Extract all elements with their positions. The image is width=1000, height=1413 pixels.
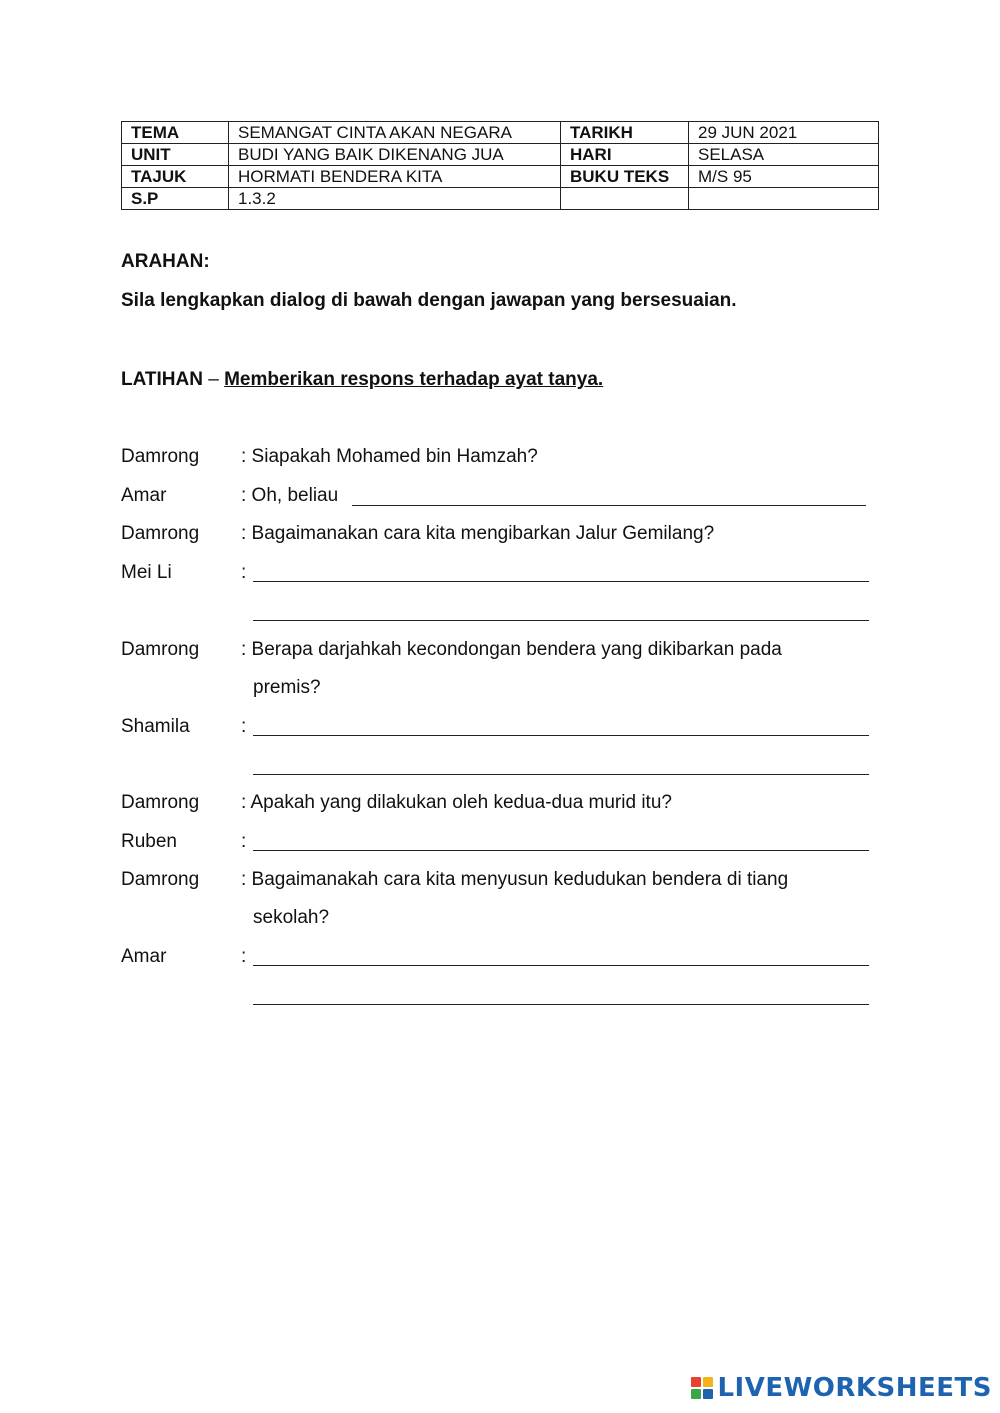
table-value: M/S 95 — [689, 166, 879, 188]
table-label: S.P — [122, 188, 229, 210]
table-label: TEMA — [122, 122, 229, 144]
logo-square — [691, 1389, 701, 1399]
dialog-question-continuation: premis? — [253, 677, 321, 698]
table-label: HARI — [561, 144, 689, 166]
table-row — [122, 166, 879, 188]
table-label: TAJUK — [122, 166, 229, 188]
dialog-speaker: Damrong — [121, 446, 200, 467]
answer-blank-3a[interactable] — [253, 735, 869, 736]
table-label: BUKU TEKS — [561, 166, 689, 188]
dialog-speaker: Shamila — [121, 716, 190, 737]
table-row — [122, 188, 879, 210]
instructions-text: Sila lengkapkan dialog di bawah dengan jawapan yang bersesuaian. — [121, 290, 737, 311]
dialog-question: : Bagaimanakah cara kita menyusun kedudukan bendera di tiang — [241, 869, 789, 890]
logo-square — [691, 1377, 701, 1387]
table-row — [122, 144, 879, 166]
answer-blank-2a[interactable] — [253, 581, 869, 582]
table-label: TARIKH — [561, 122, 689, 144]
table-value: 1.3.2 — [229, 188, 561, 210]
exercise-heading — [121, 369, 603, 391]
exercise-dash: – — [208, 369, 219, 390]
dialog-colon: : — [241, 946, 247, 967]
dialog-speaker: Damrong — [121, 523, 200, 544]
liveworksheets-logo — [691, 1373, 992, 1403]
logo-square — [703, 1377, 713, 1387]
dialog-question: : Apakah yang dilakukan oleh kedua-dua murid itu? — [241, 792, 672, 813]
dialog-speaker: Damrong — [121, 639, 200, 660]
answer-blank-1[interactable] — [352, 505, 866, 506]
instructions-heading: ARAHAN: — [121, 251, 210, 272]
dialog-speaker: Ruben — [121, 831, 177, 852]
logo-square — [703, 1389, 713, 1399]
brand-name: LIVEWORKSHEETS — [717, 1373, 992, 1403]
dialog-speaker: Damrong — [121, 869, 200, 890]
answer-blank-3b[interactable] — [253, 774, 869, 775]
dialog-speaker: Amar — [121, 946, 167, 967]
table-label — [561, 188, 689, 210]
dialog-speaker: Damrong — [121, 792, 200, 813]
exercise-label: LATIHAN — [121, 369, 203, 390]
dialog-question: : Siapakah Mohamed bin Hamzah? — [241, 446, 538, 467]
dialog-colon: : — [241, 562, 247, 583]
answer-blank-4[interactable] — [253, 850, 869, 851]
dialog-colon: : — [241, 831, 247, 852]
answer-blank-5b[interactable] — [253, 1004, 869, 1005]
exercise-title: Memberikan respons terhadap ayat tanya. — [224, 369, 604, 390]
table-value: SEMANGAT CINTA AKAN NEGARA — [229, 122, 561, 144]
dialog-speaker: Amar — [121, 485, 167, 506]
table-value: BUDI YANG BAIK DIKENANG JUA — [229, 144, 561, 166]
dialog-speaker: Mei Li — [121, 562, 172, 583]
dialog-question: : Berapa darjahkah kecondongan bendera yang dikibarkan pada — [241, 639, 782, 660]
table-value: 29 JUN 2021 — [689, 122, 879, 144]
dialog-question: : Bagaimanakan cara kita mengibarkan Jalur Gemilang? — [241, 523, 715, 544]
dialog-question-continuation: sekolah? — [253, 907, 330, 928]
table-row — [122, 122, 879, 144]
table-value — [689, 188, 879, 210]
answer-blank-2b[interactable] — [253, 620, 869, 621]
table-value: HORMATI BENDERA KITA — [229, 166, 561, 188]
table-label: UNIT — [122, 144, 229, 166]
info-table — [121, 121, 879, 210]
dialog-answer-prefix: : Oh, beliau — [241, 485, 339, 506]
dialog-colon: : — [241, 716, 247, 737]
logo-icon — [691, 1377, 713, 1399]
table-value: SELASA — [689, 144, 879, 166]
answer-blank-5a[interactable] — [253, 965, 869, 966]
